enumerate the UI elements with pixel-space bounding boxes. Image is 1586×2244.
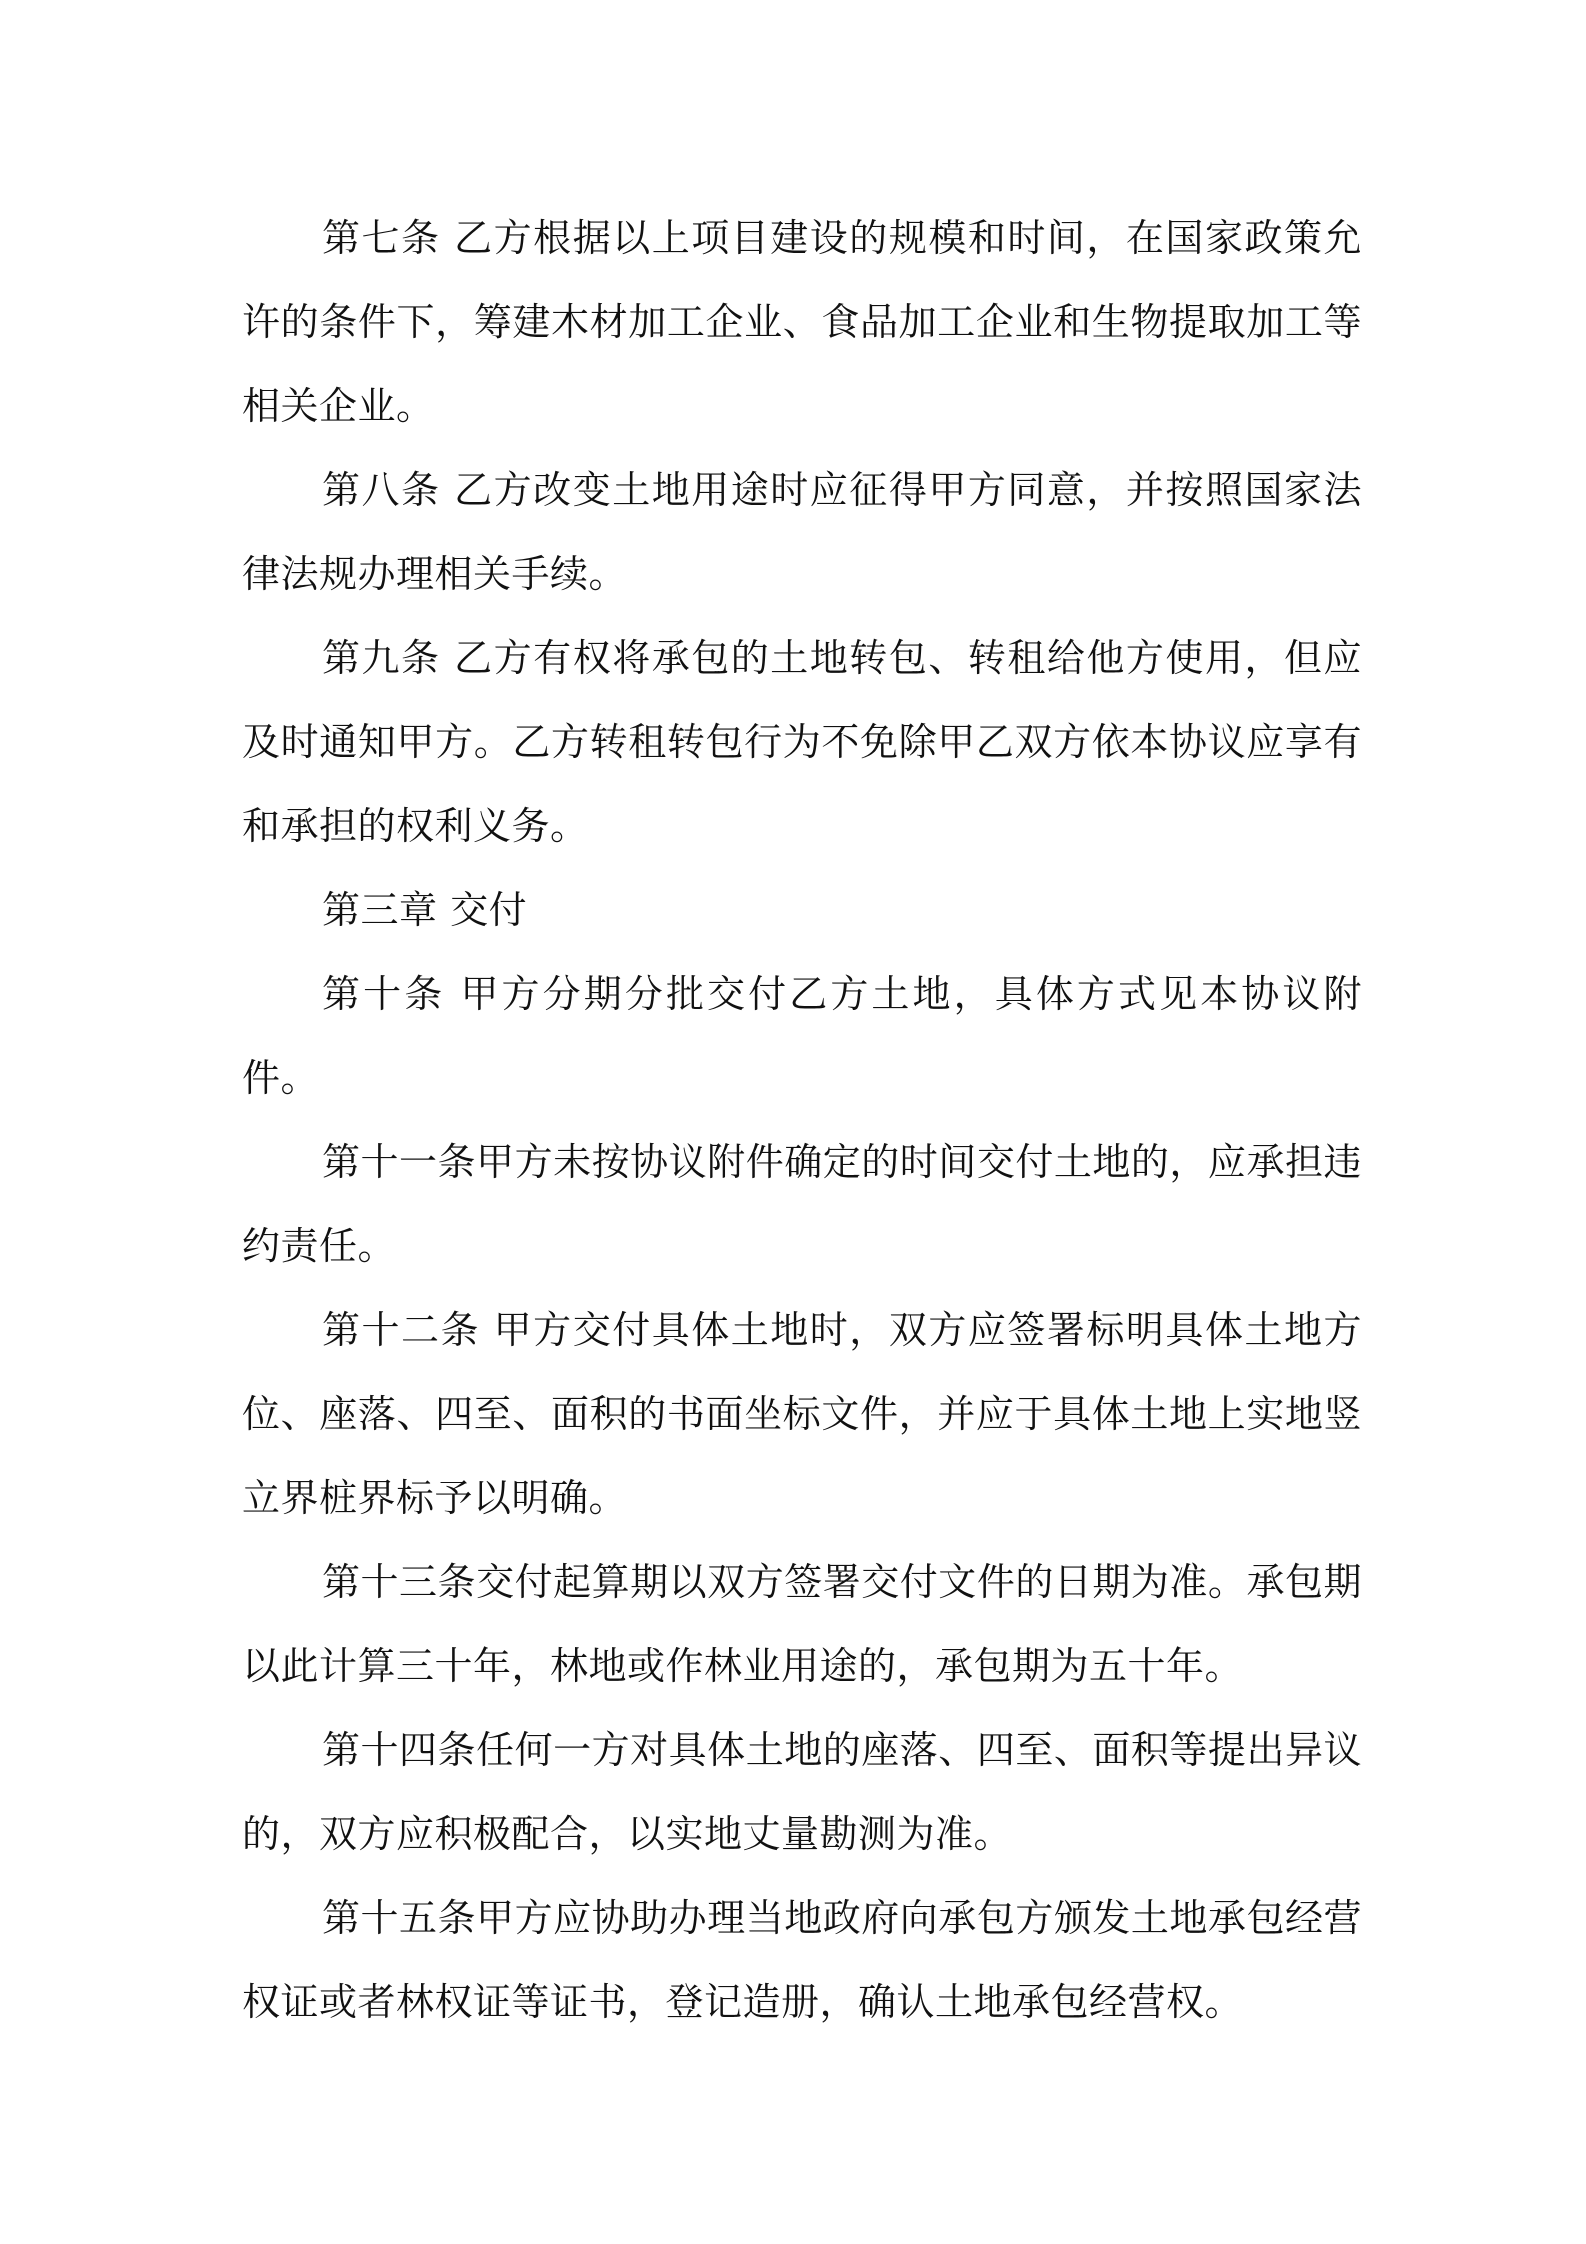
article-9-paragraph: 第九条 乙方有权将承包的土地转包、转租给他方使用，但应及时通知甲方。乙方转租转包行为不免除甲乙双方依本协议应享有和承担的权利义务。 [242, 636, 1362, 848]
chapter-3-heading: 第三章 交付 [322, 888, 528, 932]
article-7-paragraph: 第七条 乙方根据以上项目建设的规模和时间，在国家政策允许的条件下，筹建木材加工企业、食品加工企业和生物提取加工等相关企业。 [242, 216, 1362, 428]
article-13-paragraph: 第十三条交付起算期以双方签署交付文件的日期为准。承包期以此计算三十年，林地或作林业用途的，承包期为五十年。 [242, 1560, 1362, 1688]
article-10-paragraph: 第十条 甲方分期分批交付乙方土地，具体方式见本协议附件。 [242, 972, 1362, 1100]
article-12-paragraph: 第十二条 甲方交付具体土地时，双方应签署标明具体土地方位、座落、四至、面积的书面坐标文件，并应于具体土地上实地竖立界桩界标予以明确。 [242, 1308, 1362, 1520]
article-8-paragraph: 第八条 乙方改变土地用途时应征得甲方同意，并按照国家法律法规办理相关手续。 [242, 468, 1362, 596]
article-11-paragraph: 第十一条甲方未按协议附件确定的时间交付土地的，应承担违约责任。 [242, 1140, 1362, 1268]
article-15-paragraph: 第十五条甲方应协助办理当地政府向承包方颁发土地承包经营权证或者林权证等证书，登记造册，确认土地承包经营权。 [242, 1896, 1362, 2024]
document-body [242, 196, 1362, 2044]
article-14-paragraph: 第十四条任何一方对具体土地的座落、四至、面积等提出异议的，双方应积极配合，以实地丈量勘测为准。 [242, 1728, 1362, 1856]
